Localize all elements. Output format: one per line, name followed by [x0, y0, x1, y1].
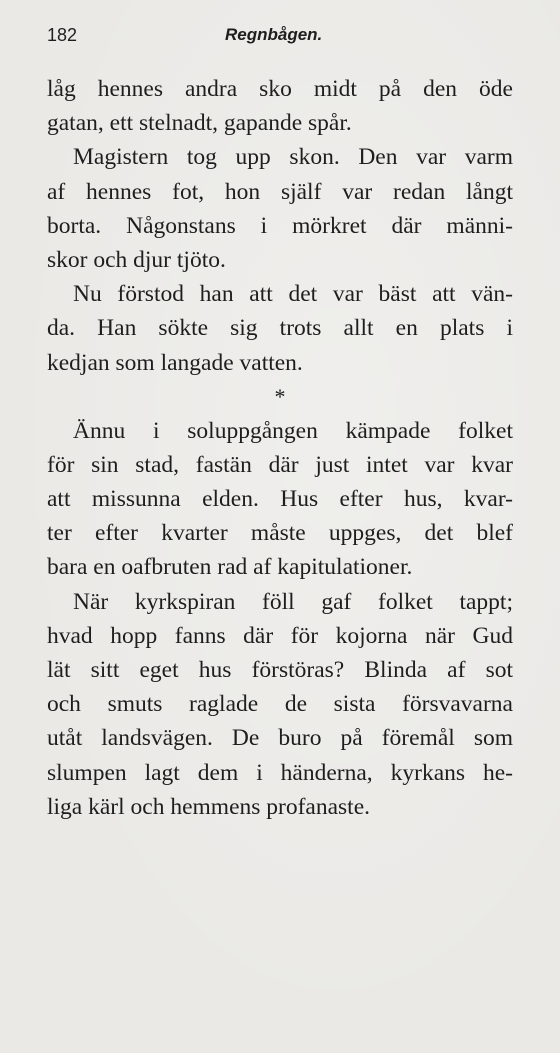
- page-number: 182: [47, 25, 78, 45]
- text-line: utåt landsvägen. De buro på föremål som: [47, 725, 513, 752]
- paragraph: [47, 585, 513, 824]
- text-line: för sin stad, fastän där just intet var kvar: [47, 451, 513, 478]
- text-line: Magistern tog upp skon. Den var varm: [73, 144, 513, 171]
- text-line: af hennes fot, hon själf var redan långt: [47, 178, 513, 205]
- body-text: [47, 72, 513, 824]
- text-line: gatan, ett stelnadt, gapande spår.: [47, 110, 352, 137]
- text-line: Nu förstod han att det var bäst att vän-: [73, 281, 513, 308]
- text-line: bara en oafbruten rad af kapitulationer.: [47, 554, 413, 581]
- paragraph: [47, 140, 513, 277]
- text-line: och smuts raglade de sista försvavarna: [47, 691, 513, 718]
- text-line: skor och djur tjöto.: [47, 246, 226, 273]
- paragraph: [47, 277, 513, 380]
- text-line: da. Han sökte sig trots allt en plats i: [47, 315, 513, 342]
- text-line: Ännu i soluppgången kämpade folket: [73, 417, 513, 444]
- text-line: slumpen lagt dem i händerna, kyrkans he-: [47, 759, 513, 786]
- text-line: att missunna elden. Hus efter hus, kvar-: [47, 486, 513, 513]
- text-line: ter efter kvarter måste uppges, det blef: [47, 520, 513, 547]
- text-line: kedjan som langade vatten.: [47, 349, 303, 376]
- section-separator: *: [274, 383, 286, 409]
- text-line: lät sitt eget hus förstöras? Blinda af sot: [47, 657, 513, 683]
- page-header: [47, 25, 513, 55]
- text-line: När kyrkspiran föll gaf folket tappt;: [73, 588, 513, 615]
- text-line: liga kärl och hemmens profanaste.: [47, 793, 371, 820]
- text-line: borta. Någonstans i mörkret där männi-: [47, 212, 513, 239]
- text-line: låg hennes andra sko midt på den öde: [47, 76, 513, 102]
- text-line: hvad hopp fanns där för kojorna när Gud: [47, 622, 513, 649]
- paragraph: [47, 72, 513, 140]
- running-title: Regnbågen.: [225, 25, 323, 44]
- paragraph: [47, 414, 513, 585]
